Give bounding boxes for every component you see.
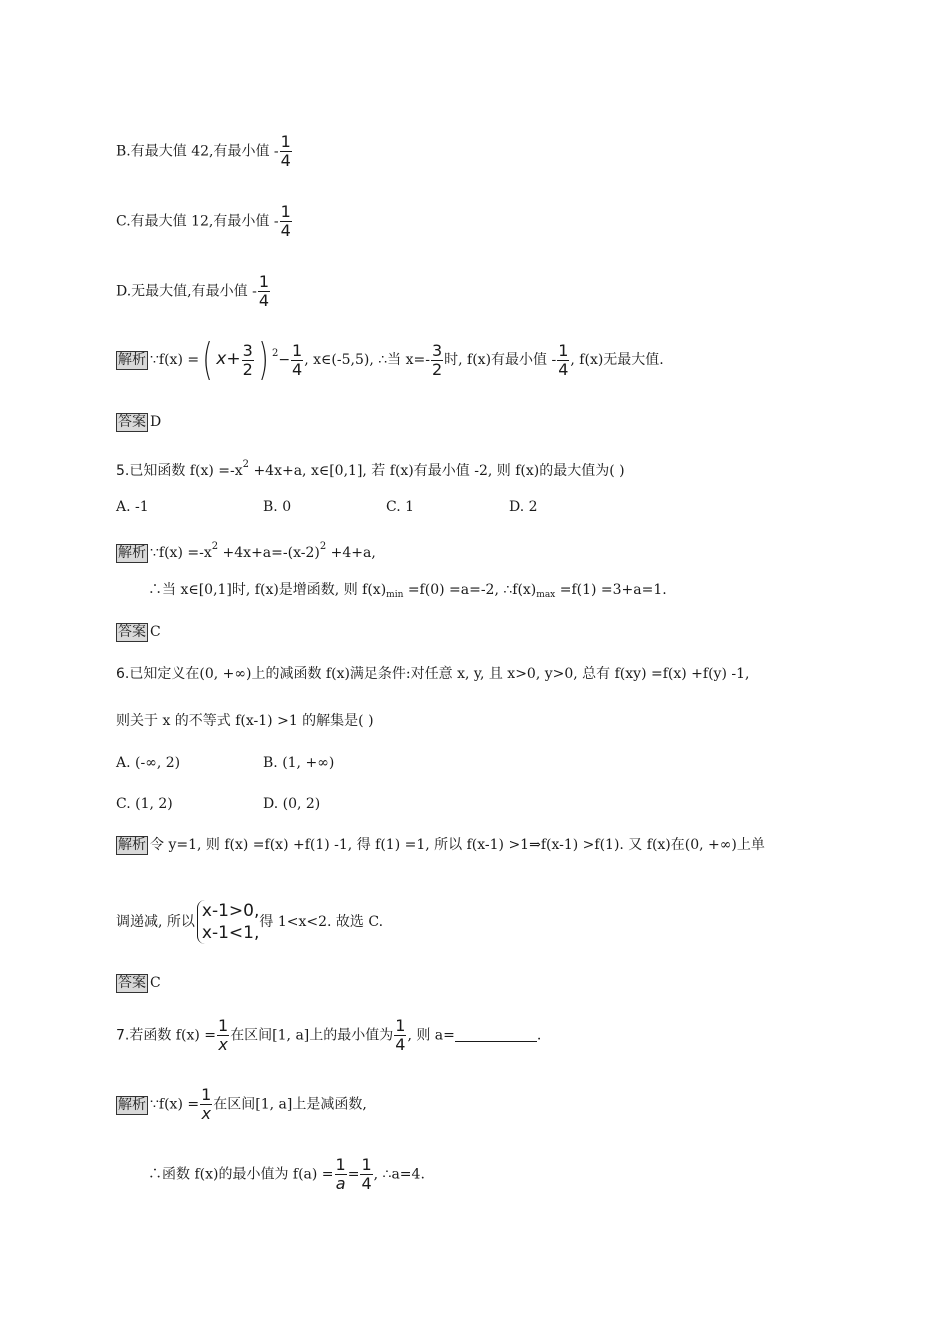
q6-option-a: A. (-∞, 2) — [116, 755, 181, 771]
answer-tag: 答案 — [118, 624, 146, 640]
q6-option-c: C. (1, 2) — [116, 796, 173, 812]
answer-blank[interactable] — [455, 1027, 537, 1042]
q5-option-a: A. -1 — [116, 499, 149, 515]
analysis-tag: 解析 — [118, 352, 146, 368]
q5-option-c: C. 1 — [386, 499, 415, 515]
analysis-tag: 解析 — [118, 837, 146, 853]
q5-analysis-line2: ∴当 x∈[0,1]时, f(x)是增函数, 则 $f(x)_{min} =f(0) =a=-2$, $\therefore f(x)_{max} =f(1) =3+a=1$. — [148, 582, 667, 600]
q7-analysis-line2: ∴函数 f(x)的最小值为 f(a) = $\frac{1}{a}$ = $\frac{1}{4}$ , ∴a=4. — [148, 1155, 425, 1193]
answer-tag: 答案 — [118, 414, 146, 430]
q4-answer: 答案 D — [118, 414, 162, 430]
q6-stem-line2: 则关于 x 的不等式 f(x-1) >1 的解集是( ) — [116, 713, 374, 729]
q4-option-b: B.有最大值 42,有最小值 - $\frac{1}{4}$ — [116, 132, 291, 170]
q6-answer: 答案 C — [118, 975, 161, 991]
q5-stem: 5.已知函数 $f(x) =-x^2 +4x+a$, x∈[0,1], 若 f(x)有最小值 -2, 则 f(x)的最大值为( ) — [116, 459, 625, 479]
q7-stem: 7.若函数 f(x) = $\frac{1}{x}$ 在区间[1, a]上的最小值为 $\frac{1}{4}$ , 则 a= . — [116, 1016, 542, 1054]
q5-option-d: D. 2 — [509, 499, 538, 515]
q4-option-d: D.无最大值,有最小值 - $\frac{1}{4}$ — [116, 272, 269, 310]
analysis-tag: 解析 — [118, 545, 146, 561]
q6-stem-line1: 6.已知定义在(0, +∞)上的减函数 f(x)满足条件:对任意 x, y, 且 x>0, y>0, 总有 f(xy) =f(x) +f(y) -1, — [116, 666, 750, 682]
inequality-system: x-1>0, x-1<1, — [197, 900, 259, 944]
q4-analysis: 解析 ∵f(x) =( x+ $\frac{3}{2}$ ) $^2$− $\frac{1}{4}$ , x∈(-5,5), ∴当 x=- $\frac{3}{2}$ 时, f(x)有最小值 - $\frac{1}{4}$ , f(x)无最大值. — [118, 334, 664, 385]
q5-option-b: B. 0 — [263, 499, 292, 515]
analysis-tag: 解析 — [118, 1096, 146, 1113]
q5-answer: 答案 C — [118, 624, 161, 640]
q4-option-c: C.有最大值 12,有最小值 - $\frac{1}{4}$ — [116, 202, 291, 240]
q6-analysis-line2: 调递减, 所以 x-1>0, x-1<1, 得 1<x<2. 故选 C. — [116, 901, 384, 943]
q6-option-b: B. (1, +∞) — [263, 755, 335, 771]
q5-analysis-line1: 解析 ∵f(x) $=-x^2 +4x+a=-(x-2)^2 +4+a$, — [118, 541, 376, 561]
q6-analysis-line1: 解析 令 y=1, 则 f(x) =f(x) +f(1) -1, 得 f(1) =1, 所以 f(x-1) >1⇒f(x-1) >f(1). 又 f(x)在(0, +∞)上单 — [118, 837, 765, 853]
answer-tag: 答案 — [118, 975, 146, 991]
q6-option-d: D. (0, 2) — [263, 796, 321, 812]
q7-analysis-line1: 解析 ∵f(x) = $\frac{1}{x}$ 在区间[1, a]上是减函数, — [118, 1085, 367, 1123]
